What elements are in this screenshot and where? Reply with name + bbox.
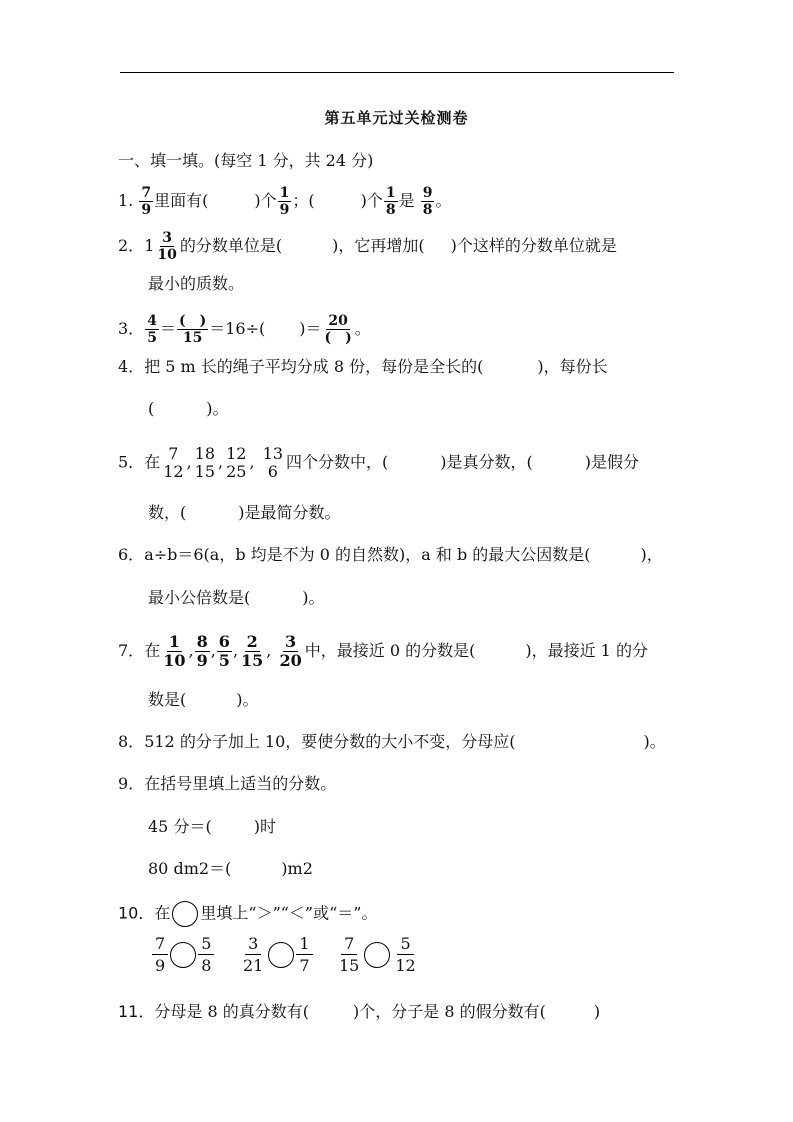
question-6-cont: 最小公倍数是( )。 <box>148 588 325 607</box>
header-rule <box>120 72 674 73</box>
fraction: $\frac{2}{15}$ <box>241 632 264 670</box>
page-title: 第五单元过关检测卷 <box>324 109 469 127</box>
fraction: $\frac{5}{8}$ <box>198 936 214 974</box>
fraction: $\frac{5}{12}$ <box>395 934 416 975</box>
fraction: 7 12 <box>163 444 184 481</box>
fraction: $\frac{( )}{15}$ <box>178 313 207 346</box>
question-4: 4．把 5 m 长的绳子平均分成 8 份，每份是全长的( )，每份长 <box>118 357 608 376</box>
fraction: $\frac{3}{10}$ <box>157 230 177 263</box>
compare-pair-2 <box>240 936 313 974</box>
fraction: 18 15 <box>194 444 216 481</box>
question-7: 7．在 $\frac{1}{10}$ , $\frac{8}{9}$ , $\frac{6}{5}$ , $\frac{2}{15}$ , $\frac{3}{20}$ 中，最接近 0 的分数是( )，最接近 1 的分 <box>118 632 648 670</box>
fraction: $\frac{1}{9}$ <box>279 185 290 218</box>
fraction: $\frac{3}{21}$ <box>243 934 264 975</box>
section-heading: 一、填一填。(每空 1 分，共 24 分) <box>118 151 374 170</box>
question-9-a: 45 分＝( )时 <box>148 817 276 836</box>
fraction: $\frac{20}{( )}$ <box>324 313 352 346</box>
question-7-cont: 数是( )。 <box>148 690 259 709</box>
question-3: 3． $\frac{4}{5}$ ＝ $\frac{( )}{15}$ ＝16÷( )＝ $\frac{20}{( )}$ 。 <box>118 313 371 346</box>
question-9: 9．在括号里填上适当的分数。 <box>118 774 337 793</box>
question-11: 11．分母是 8 的真分数有( )个，分子是 8 的假分数有( ) <box>118 1002 601 1021</box>
compare-circle[interactable] <box>268 942 294 968</box>
fraction: $\frac{4}{5}$ <box>147 313 157 346</box>
fraction: $\frac{7}{15}$ <box>339 934 360 975</box>
compare-pair-3 <box>336 936 419 974</box>
question-2: 2．1 $\frac{3}{10}$ 的分数单位是( )，它再增加( )个这样的分数单位就是 <box>118 230 617 263</box>
compare-circle[interactable] <box>170 942 196 968</box>
fraction: $\frac{1}{8}$ <box>385 185 396 218</box>
compare-circle[interactable] <box>172 901 198 927</box>
question-6: 6．a÷b＝6(a，b 均是不为 0 的自然数)，a 和 b 的最大公因数是( )， <box>118 545 663 564</box>
fraction: $\frac{3}{20}$ <box>279 632 302 670</box>
fraction: $\frac{8}{9}$ <box>196 632 208 670</box>
fraction: $\frac{7}{9}$ <box>152 936 168 974</box>
fraction: $\frac{1}{7}$ <box>296 936 312 974</box>
question-2-cont: 最小的质数。 <box>148 274 245 293</box>
question-4-cont: ( )。 <box>148 399 229 418</box>
fraction: $\frac{9}{8}$ <box>422 185 433 218</box>
fraction: 13 6 <box>262 444 283 481</box>
fraction: 12 25 <box>226 444 247 481</box>
compare-circle[interactable] <box>364 942 390 968</box>
question-5-cont: 数，( )是最简分数。 <box>148 503 341 522</box>
question-9-b: 80 dm2＝( )m2 <box>148 859 313 878</box>
question-5: 5．在 7 12 , 18 15 , 12 25 , 13 6 四个分数中，( )是真分数，( )是假分 <box>118 444 639 481</box>
fraction: $\frac{6}{5}$ <box>218 632 230 670</box>
compare-pair-1 <box>152 936 214 974</box>
question-1: 1. $\frac{7}{9}$ 里面有( )个 $\frac{1}{9}$ ；( )个 $\frac{1}{8}$ 是 $\frac{9}{8}$ 。 <box>118 185 452 218</box>
question-10: 10．在 里填上“＞”“＜”或“＝”。 <box>118 901 377 927</box>
fraction: $\frac{7}{9}$ <box>141 185 152 218</box>
question-8: 8．512 的分子加上 10，要使分数的大小不变，分母应( )。 <box>118 732 666 751</box>
fraction: $\frac{1}{10}$ <box>163 632 186 670</box>
